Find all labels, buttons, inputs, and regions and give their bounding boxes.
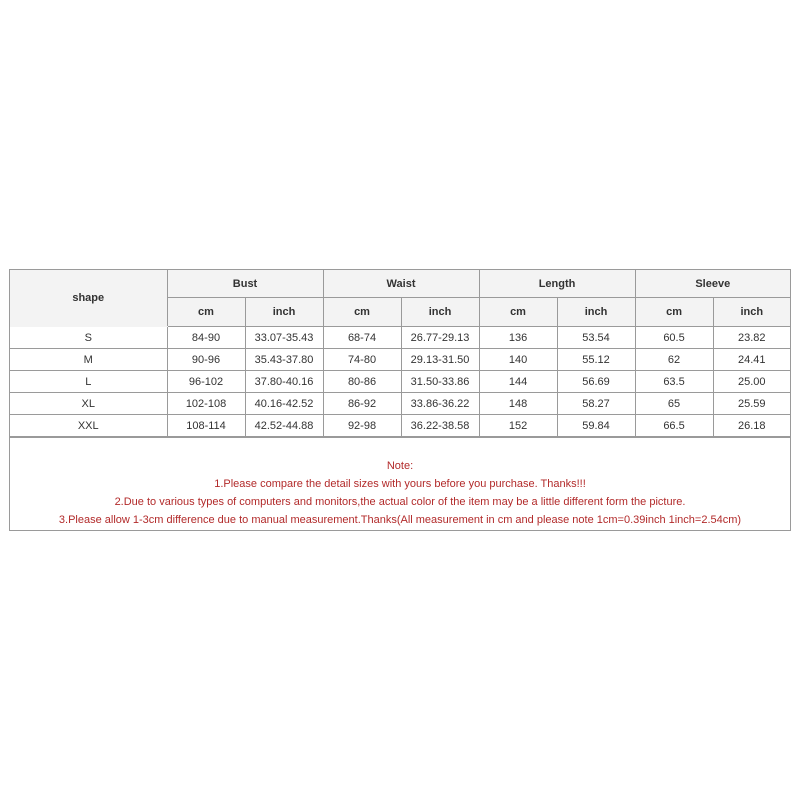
note-line: 3.Please allow 1-3cm difference due to manual measurement.Thanks(All measurement in cm and please note 1cm=0.39inch 1inch=2.54cm) <box>58 514 742 526</box>
table-cell: 23.82 <box>713 327 790 349</box>
table-cell: 136 <box>479 327 557 349</box>
unit-header: cm <box>323 298 401 327</box>
table-row-s <box>10 327 790 349</box>
unit-header: inch <box>245 298 323 327</box>
table-cell: 92-98 <box>323 415 401 437</box>
unit-header: inch <box>713 298 790 327</box>
table-cell: 36.22-38.58 <box>401 415 479 437</box>
size-chart <box>9 269 791 531</box>
table-cell: 29.13-31.50 <box>401 349 479 371</box>
table-cell: 65 <box>635 393 713 415</box>
size-cell: S <box>10 327 167 349</box>
unit-header: cm <box>167 298 245 327</box>
table-cell: 140 <box>479 349 557 371</box>
table-cell: 59.84 <box>557 415 635 437</box>
bust-header: Bust <box>167 270 323 298</box>
table-row-l <box>10 371 790 393</box>
table-cell: 62 <box>635 349 713 371</box>
sleeve-header: Sleeve <box>635 270 790 298</box>
table-cell: 35.43-37.80 <box>245 349 323 371</box>
shape-header: shape <box>10 270 167 327</box>
table-cell: 33.07-35.43 <box>245 327 323 349</box>
unit-header: cm <box>479 298 557 327</box>
table-cell: 26.18 <box>713 415 790 437</box>
size-cell: XL <box>10 393 167 415</box>
table-cell: 108-114 <box>167 415 245 437</box>
size-cell: L <box>10 371 167 393</box>
table-cell: 37.80-40.16 <box>245 371 323 393</box>
unit-header: inch <box>401 298 479 327</box>
table-cell: 33.86-36.22 <box>401 393 479 415</box>
table-cell: 55.12 <box>557 349 635 371</box>
table-cell: 25.00 <box>713 371 790 393</box>
table-cell: 74-80 <box>323 349 401 371</box>
length-header: Length <box>479 270 635 298</box>
table-cell: 80-86 <box>323 371 401 393</box>
table-cell: 148 <box>479 393 557 415</box>
table-cell: 26.77-29.13 <box>401 327 479 349</box>
table-cell: 42.52-44.88 <box>245 415 323 437</box>
table-row-m <box>10 349 790 371</box>
table-row-xxl <box>10 415 790 437</box>
size-cell: XXL <box>10 415 167 437</box>
unit-header: cm <box>635 298 713 327</box>
table-cell: 24.41 <box>713 349 790 371</box>
table-cell: 40.16-42.52 <box>245 393 323 415</box>
size-cell: M <box>10 349 167 371</box>
table-cell: 144 <box>479 371 557 393</box>
table-cell: 63.5 <box>635 371 713 393</box>
table-cell: 53.54 <box>557 327 635 349</box>
table-row-xl <box>10 393 790 415</box>
table-cell: 86-92 <box>323 393 401 415</box>
note-title: Note: <box>386 460 414 472</box>
table-cell: 31.50-33.86 <box>401 371 479 393</box>
unit-header: inch <box>557 298 635 327</box>
table-cell: 60.5 <box>635 327 713 349</box>
note-line: 2.Due to various types of computers and monitors,the actual color of the item may be a little different form the picture. <box>114 496 686 508</box>
table-cell: 56.69 <box>557 371 635 393</box>
table-cell: 96-102 <box>167 371 245 393</box>
table-cell: 66.5 <box>635 415 713 437</box>
waist-header: Waist <box>323 270 479 298</box>
table-cell: 90-96 <box>167 349 245 371</box>
table-cell: 58.27 <box>557 393 635 415</box>
group-header-row <box>10 270 790 298</box>
table-cell: 152 <box>479 415 557 437</box>
note-line: 1.Please compare the detail sizes with yours before you purchase. Thanks!!! <box>214 478 586 490</box>
table-cell: 102-108 <box>167 393 245 415</box>
size-table <box>10 270 790 437</box>
table-cell: 84-90 <box>167 327 245 349</box>
table-cell: 68-74 <box>323 327 401 349</box>
table-cell: 25.59 <box>713 393 790 415</box>
notes-section <box>10 437 790 529</box>
